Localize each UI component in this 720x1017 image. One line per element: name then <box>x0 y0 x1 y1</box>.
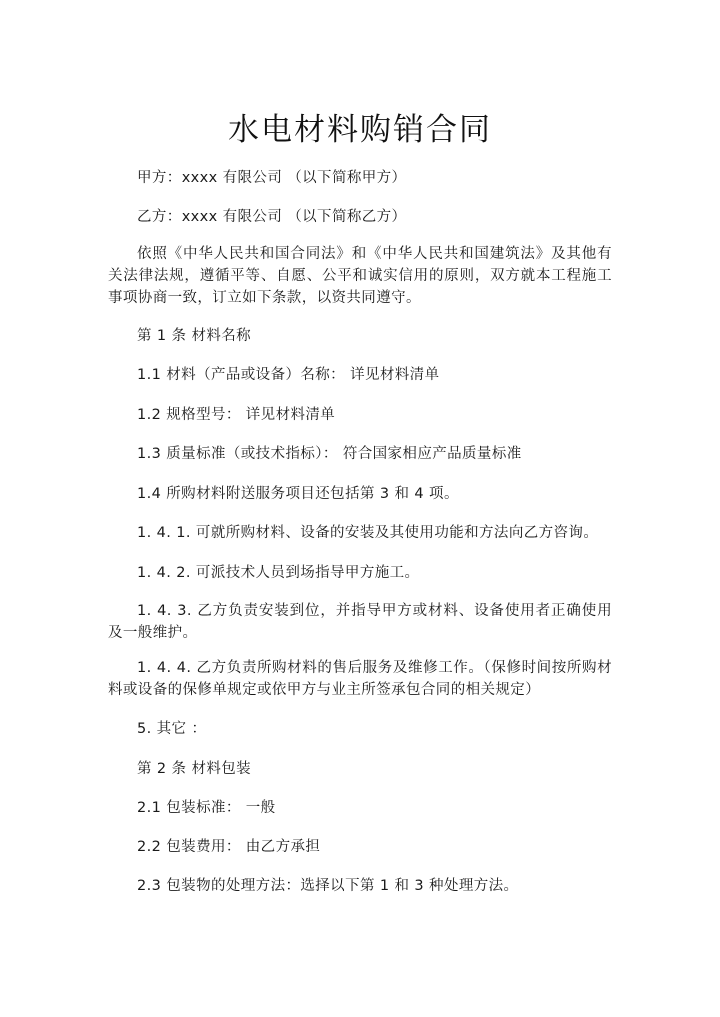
clause-1-4-4: 1. 4. 4. 乙方负责所购材料的售后服务及维修工作。（保修时间按所购材料或设备的保修单规定或依甲方与业主所签承包合同的相关规定） <box>108 660 612 698</box>
preamble-paragraph: 依照《中华人民共和国合同法》和《中华人民共和国建筑法》及其他有关法律法规，遵循平等、自愿、公平和诚实信用的原则，双方就本工程施工事项协商一致，订立如下条款，以资共同遵守。 <box>108 246 612 306</box>
clause-1-1: 1.1 材料（产品或设备）名称： 详见材料清单 <box>137 367 440 383</box>
clause-2-2: 2.2 包装费用： 由乙方承担 <box>137 839 321 855</box>
clause-2-1: 2.1 包装标准： 一般 <box>137 800 276 816</box>
clause-1-4-1: 1. 4. 1. 可就所购材料、设备的安装及其使用功能和方法向乙方咨询。 <box>137 525 599 541</box>
clause-2-3: 2.3 包装物的处理方法：选择以下第 1 和 3 种处理方法。 <box>137 878 519 894</box>
clause-1-3: 1.3 质量标准（或技术指标）： 符合国家相应产品质量标准 <box>137 446 522 462</box>
clause-1-4-3: 1. 4. 3. 乙方负责安装到位，并指导甲方或材料、设备使用者正确使用及一般维护。 <box>108 603 612 641</box>
clause-1-4: 1.4 所购材料附送服务项目还包括第 3 和 4 项。 <box>137 486 459 502</box>
clause-1-4-2: 1. 4. 2. 可派技术人员到场指导甲方施工。 <box>137 565 420 581</box>
article-2-heading: 第 2 条 材料包装 <box>137 761 252 777</box>
party-b-line: 乙方：xxxx 有限公司 （以下简称乙方） <box>137 209 407 225</box>
document-title: 水电材料购销合同 <box>228 112 492 148</box>
clause-1-2: 1.2 规格型号： 详见材料清单 <box>137 407 336 423</box>
party-a-line: 甲方：xxxx 有限公司 （以下简称甲方） <box>137 170 407 186</box>
article-1-heading: 第 1 条 材料名称 <box>137 328 252 344</box>
clause-5-other: 5. 其它 ： <box>137 721 207 737</box>
